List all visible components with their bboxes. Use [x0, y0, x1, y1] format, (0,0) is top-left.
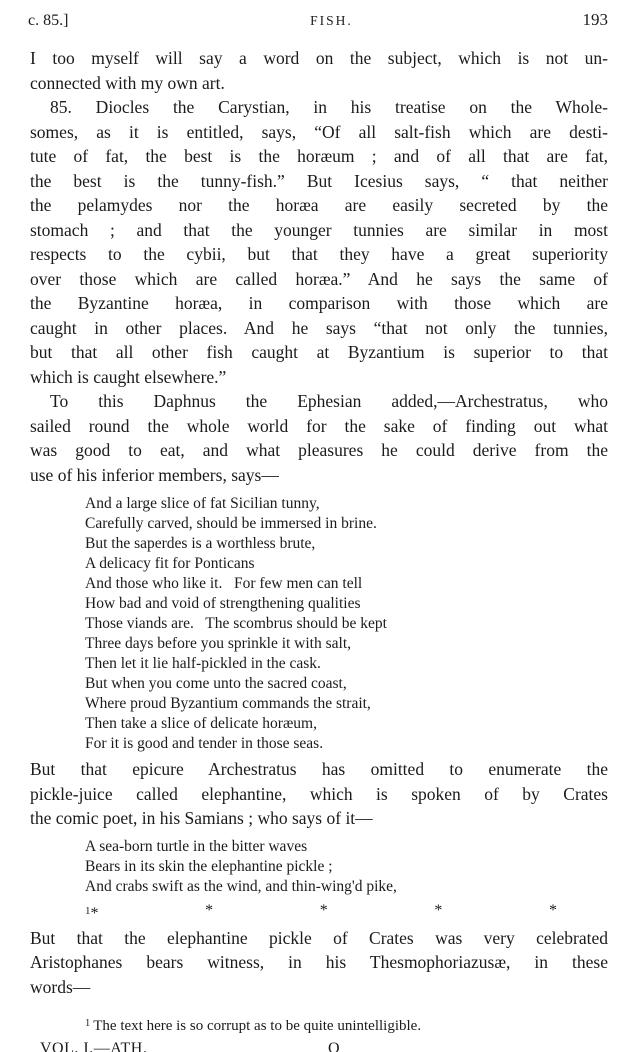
asterisk: *: [90, 904, 99, 922]
verse-line: But the saperdes is a worthless brute,: [85, 535, 316, 552]
paragraph: [30, 46, 608, 95]
text-line: the Byzantine horæa, in comparison with those which are: [30, 293, 608, 313]
verse-line: And crabs swift as the wind, and thin-wing'd pike,: [85, 877, 397, 895]
verse-line: Bears in its skin the elephantine pickle ;: [85, 857, 333, 875]
verse-line: Three days before you sprinkle it with salt,: [85, 635, 352, 652]
verse-line: Where proud Byzantium commands the strait,: [85, 695, 371, 712]
page-number: 193: [582, 10, 608, 29]
text-line: somes, as it is entitled, says, “Of all salt-fish which are desti-: [30, 121, 608, 142]
text-line: which is caught elsewhere.”: [30, 366, 227, 387]
page-body: [0, 34, 642, 999]
verse-line: Those viands are. The scombrus should be kept: [85, 615, 387, 632]
verse-line: A sea-born turtle in the bitter waves: [85, 837, 308, 855]
text-line: the best is the tunny-fish.” But Icesius says, “ that neither: [30, 170, 608, 191]
verse-line: Then let it lie half-pickled in the cask.: [85, 655, 321, 672]
text-line: 85. Diocles the Carystian, in his treatise on the Whole-: [50, 97, 608, 117]
text-line: But that epicure Archestratus has omitted to enumerate the: [30, 759, 608, 779]
verse-line: For it is good and tender in those seas.: [85, 735, 324, 752]
paragraph: [30, 389, 608, 487]
text-line: connected with my own art.: [30, 72, 225, 93]
footnote: [30, 1014, 608, 1036]
text-line: caught in other places. And he says “that not only the tunnies,: [30, 317, 608, 338]
verse-line: And those who like it. For few men can tell: [85, 575, 363, 592]
running-header: [0, 0, 642, 34]
verse-line: Carefully carved, should be immersed in brine.: [85, 515, 377, 532]
text-line: tute of fat, the best is the horæum ; and of all that are fat,: [30, 146, 608, 166]
asterisk: *: [319, 901, 328, 919]
text-line: use of his inferior members, says—: [30, 464, 279, 485]
footnote-marker: 1: [85, 1018, 91, 1029]
verse-block: [85, 494, 608, 754]
asterisk: *: [205, 901, 214, 919]
text-line: sailed round the whole world for the sake of finding out what: [30, 415, 608, 436]
text-line: stomach ; and that the younger tunnies are similar in most: [30, 219, 608, 240]
verse-line: But when you come unto the sacred coast,: [85, 675, 347, 692]
chapter-ref: c. 85.]: [28, 12, 69, 29]
text-line: the pelamydes nor the horæa are easily secreted by the: [30, 195, 608, 215]
asterisk: *: [434, 901, 443, 919]
paragraph: [30, 926, 608, 1000]
verse-line: Then take a slice of delicate horæum,: [85, 715, 317, 732]
paragraph: [30, 757, 608, 831]
footer-volume: VOL. I.—ATH.: [40, 1040, 148, 1052]
asterisk-with-ref: [85, 899, 99, 922]
verse-block: [85, 837, 608, 897]
text-line: was good to eat, and what pleasures he could derive from the: [30, 440, 608, 460]
text-line: I too myself will say a word on the subject, which is not un-: [30, 48, 608, 68]
footer-signature: O: [328, 1040, 340, 1052]
footnote-text: The text here is so corrupt as to be quite unintelligible.: [93, 1018, 422, 1034]
asterisk-separator: [85, 899, 557, 922]
text-line: To this Daphnus the Ephesian added,—Archestratus, who: [50, 391, 608, 411]
footnote-ref: 1: [85, 904, 91, 917]
asterisk: *: [549, 901, 557, 919]
text-line: respects to the cybii, but that they have a great superiority: [30, 244, 608, 264]
text-line: Aristophanes bears witness, in his Thesmophoriazusæ, in these: [30, 952, 608, 972]
verse-line: How bad and void of strengthening qualities: [85, 595, 361, 612]
text-line: pickle-juice called elephantine, which is spoken of by Crates: [30, 783, 608, 804]
verse-line: A delicacy fit for Ponticans: [85, 555, 255, 572]
text-line: words—: [30, 976, 91, 997]
verse-line: And a large slice of fat Sicilian tunny,: [85, 495, 320, 512]
text-line: But that the elephantine pickle of Crates was very celebrated: [30, 927, 608, 948]
text-line: but that all other fish caught at Byzantium is superior to that: [30, 342, 608, 362]
text-line: over those which are called horæa.” And he says the same of: [30, 268, 608, 289]
text-line: the comic poet, in his Samians ; who says of it—: [30, 808, 373, 828]
paragraph: [30, 95, 608, 389]
running-title: FISH.: [310, 13, 353, 28]
